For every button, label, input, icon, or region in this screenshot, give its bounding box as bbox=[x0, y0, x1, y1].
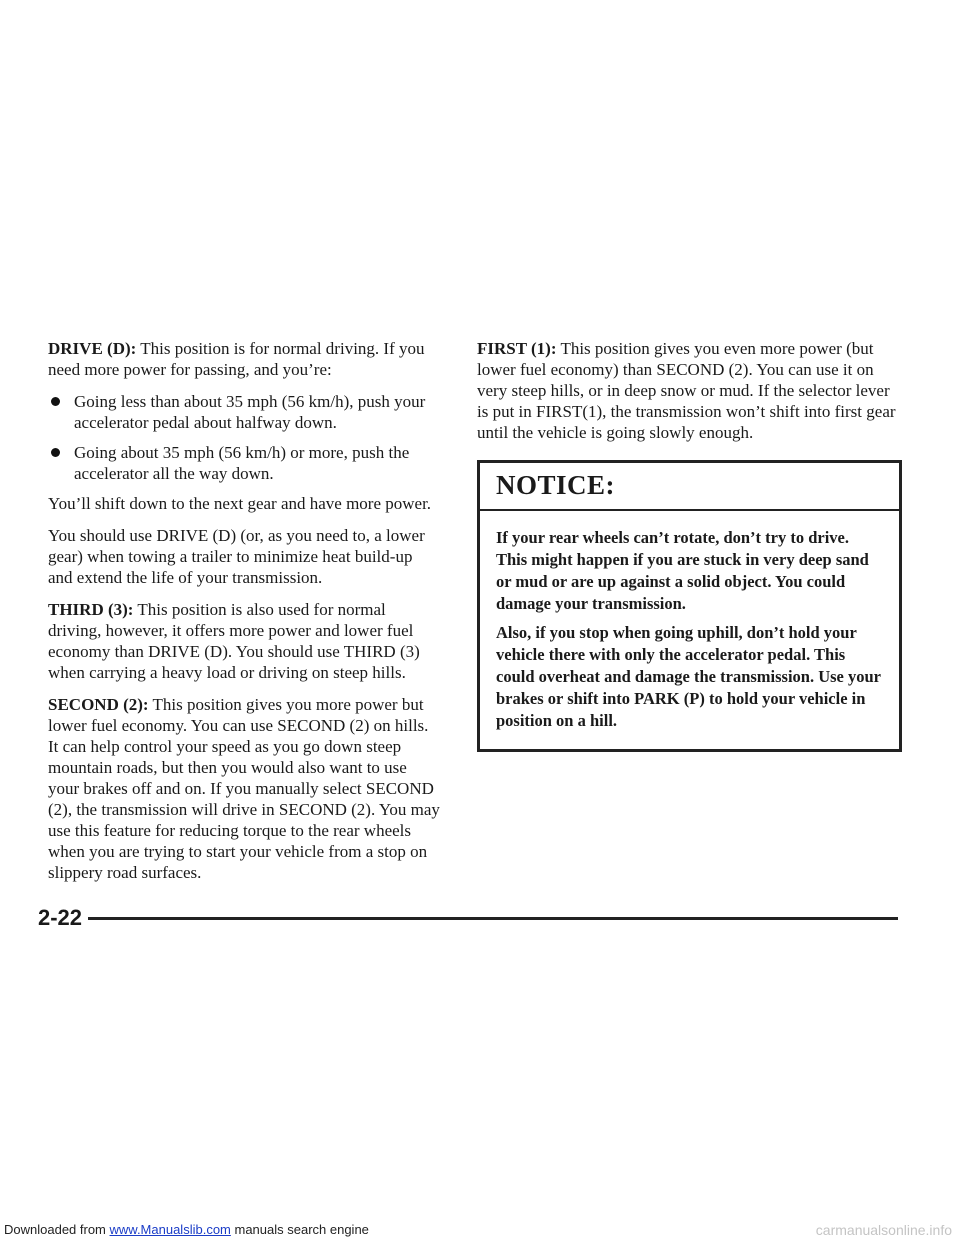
footer-suffix: manuals search engine bbox=[230, 1222, 369, 1237]
bullet-text: Going about 35 mph (56 km/h) or more, push the accelerator all the way down. bbox=[74, 443, 410, 483]
first-text: This position gives you even more power (but lower fuel economy) than SECOND (2). You can use it on very steep hills, or in deep snow or mud. If the selector lever is put in FIRST(1), the transmission won’t shift into first gear until the vehicle is going slowly enough. bbox=[477, 339, 896, 442]
first-paragraph bbox=[477, 338, 902, 443]
notice-paragraph: If your rear wheels can’t rotate, don’t try to drive. This might happen if you are stuck in very deep sand or mud or are up against a solid object. You could damage your transmission. bbox=[496, 528, 869, 613]
bullet-icon bbox=[51, 448, 60, 457]
notice-paragraph: Also, if you stop when going uphill, don’t hold your vehicle there with only the accelerator pedal. This could overheat and damage the transmission. Use your brakes or shift into PARK (P) to hold your vehicle in position on a hill. bbox=[496, 623, 881, 730]
drive-term: DRIVE (D): bbox=[48, 339, 137, 358]
third-term: THIRD (3): bbox=[48, 600, 134, 619]
second-text: This position gives you more power but lower fuel economy. You can use SECOND (2) on hills. It can help control your speed as you go down steep mountain roads, but then you would also want to use your brakes off and on. If you manually select SECOND (2), the transmission will drive in SECOND (2). You may use this feature for reducing torque to the rear wheels when you are trying to start your vehicle from a stop on slippery road surfaces. bbox=[48, 695, 440, 882]
first-term: FIRST (1): bbox=[477, 339, 557, 358]
manualslib-link[interactable]: www.Manualslib.com bbox=[109, 1222, 231, 1237]
second-term: SECOND (2): bbox=[48, 695, 149, 714]
list-item bbox=[48, 391, 440, 433]
bullet-text: Going less than about 35 mph (56 km/h), push your accelerator pedal about halfway down. bbox=[74, 392, 426, 432]
third-paragraph bbox=[48, 599, 440, 683]
bullet-icon bbox=[51, 397, 60, 406]
download-footer bbox=[4, 1222, 369, 1237]
footer-rule bbox=[88, 917, 898, 920]
second-paragraph bbox=[48, 694, 440, 883]
list-item bbox=[48, 442, 440, 484]
third-text: This position is also used for normal driving, however, it offers more power and lower fuel economy than DRIVE (D). You should use THIRD (3) when carrying a heavy load or driving on steep hills. bbox=[48, 600, 420, 682]
towing-paragraph: You should use DRIVE (D) (or, as you need to, a lower gear) when towing a trailer to minimize heat build-up and extend the life of your transmission. bbox=[48, 526, 425, 587]
drive-bullet-list bbox=[48, 391, 440, 484]
notice-body bbox=[480, 511, 899, 749]
notice-title: NOTICE: bbox=[496, 470, 616, 500]
drive-text: This position is for normal driving. If you need more power for passing, and you’re: bbox=[48, 339, 425, 379]
notice-header bbox=[480, 463, 899, 511]
page-number: 2-22 bbox=[38, 905, 83, 930]
notice-box bbox=[477, 460, 902, 752]
footer-prefix: Downloaded from bbox=[4, 1222, 110, 1237]
watermark-text: carmanualsonline.info bbox=[815, 1222, 952, 1238]
left-column bbox=[48, 338, 440, 894]
shift-down-paragraph: You’ll shift down to the next gear and have more power. bbox=[48, 494, 432, 513]
drive-paragraph bbox=[48, 338, 440, 380]
right-column bbox=[477, 338, 902, 752]
